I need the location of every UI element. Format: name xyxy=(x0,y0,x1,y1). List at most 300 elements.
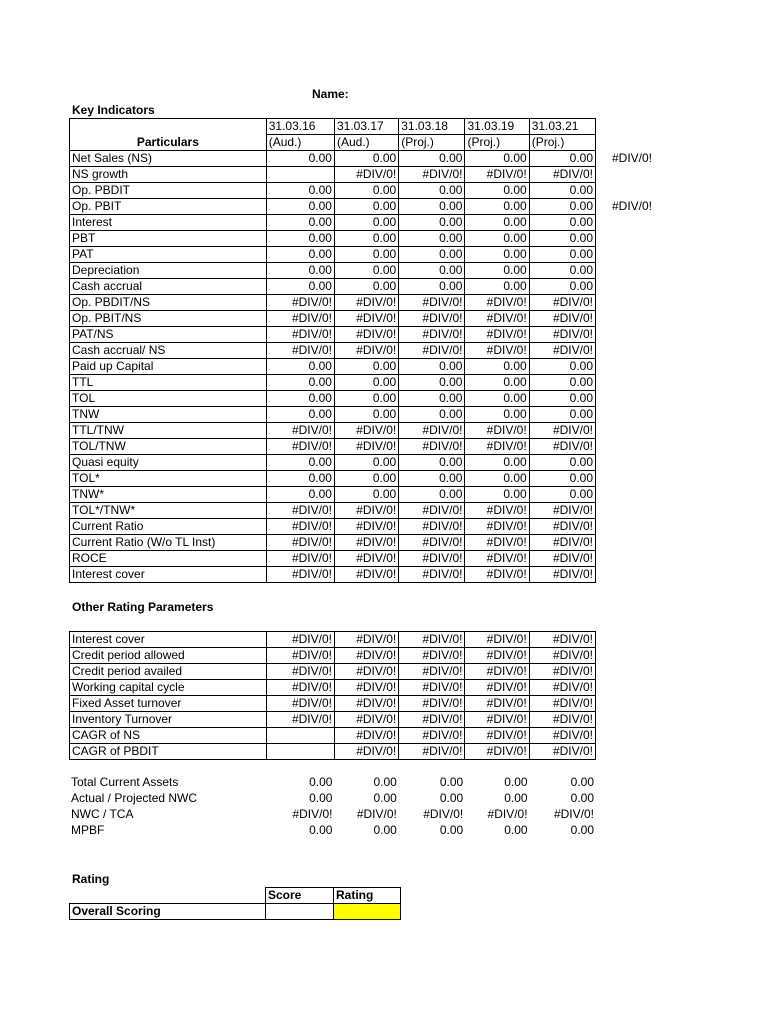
parameter-value[interactable]: #DIV/0! xyxy=(465,728,529,744)
total-value[interactable]: 0.00 xyxy=(504,775,528,789)
indicator-value[interactable]: 0.00 xyxy=(334,263,398,279)
total-value[interactable]: 0.00 xyxy=(439,823,464,837)
indicator-label: Op. PBIT xyxy=(70,199,267,215)
indicator-value[interactable]: #DIV/0! xyxy=(465,311,529,327)
total-label: Actual / Projected NWC xyxy=(71,791,198,805)
parameter-value[interactable]: #DIV/0! xyxy=(266,648,334,664)
indicator-value[interactable]: 0.00 xyxy=(465,471,529,487)
indicator-label: PBT xyxy=(70,231,267,247)
indicator-value[interactable]: #DIV/0! xyxy=(266,311,334,327)
indicator-label: Cash accrual xyxy=(70,279,267,295)
indicator-value[interactable]: 0.00 xyxy=(529,487,595,503)
total-label: NWC / TCA xyxy=(71,807,134,821)
indicator-value[interactable]: 0.00 xyxy=(334,487,398,503)
indicator-value[interactable]: #DIV/0! xyxy=(334,343,398,359)
total-value[interactable]: #DIV/0! xyxy=(553,807,594,821)
total-value[interactable]: 0.00 xyxy=(570,791,594,805)
parameter-value[interactable]: #DIV/0! xyxy=(529,728,595,744)
parameter-value[interactable]: #DIV/0! xyxy=(334,696,398,712)
indicator-value[interactable]: 0.00 xyxy=(399,359,465,375)
indicator-label: Paid up Capital xyxy=(70,359,267,375)
indicator-row xyxy=(70,503,596,519)
indicator-value[interactable]: #DIV/0! xyxy=(465,295,529,311)
parameter-label: CAGR of NS xyxy=(70,728,267,744)
indicator-label: ROCE xyxy=(70,551,267,567)
indicator-value[interactable]: #DIV/0! xyxy=(334,295,398,311)
indicator-value[interactable]: #DIV/0! xyxy=(334,167,398,183)
parameter-label: Working capital cycle xyxy=(70,680,267,696)
parameter-value[interactable] xyxy=(266,744,334,760)
indicator-value[interactable]: 0.00 xyxy=(399,487,465,503)
indicator-value[interactable]: #DIV/0! xyxy=(399,423,465,439)
key-indicators-title: Key Indicators xyxy=(72,103,155,117)
period-date-row xyxy=(70,119,596,135)
particulars-blank-cell xyxy=(70,119,267,135)
rating-title: Rating xyxy=(72,872,110,886)
indicator-value[interactable]: 0.00 xyxy=(334,183,398,199)
indicator-value[interactable]: 0.00 xyxy=(529,279,595,295)
key-indicators-table xyxy=(69,118,596,583)
indicator-label: TNW xyxy=(70,407,267,423)
rating-table xyxy=(69,887,401,920)
indicator-row xyxy=(70,279,596,295)
particulars-header: Particulars xyxy=(70,135,267,151)
total-value[interactable]: #DIV/0! xyxy=(356,807,397,821)
indicator-value[interactable]: #DIV/0! xyxy=(334,535,398,551)
indicator-value[interactable]: 0.00 xyxy=(529,247,595,263)
indicator-row xyxy=(70,183,596,199)
indicator-value[interactable]: #DIV/0! xyxy=(529,567,595,583)
parameter-value[interactable]: #DIV/0! xyxy=(399,648,465,664)
indicator-value[interactable]: 0.00 xyxy=(266,471,334,487)
total-row xyxy=(69,790,596,806)
indicator-value[interactable]: 0.00 xyxy=(399,199,465,215)
indicator-value[interactable]: 0.00 xyxy=(399,455,465,471)
parameter-row xyxy=(70,680,596,696)
indicator-value[interactable]: 0.00 xyxy=(266,231,334,247)
period-date-header: 31.03.19 xyxy=(465,119,529,135)
parameter-value[interactable]: #DIV/0! xyxy=(334,712,398,728)
indicator-label: Interest cover xyxy=(70,567,267,583)
totals-table xyxy=(69,774,596,838)
indicator-value[interactable]: #DIV/0! xyxy=(399,343,465,359)
indicator-value[interactable]: 0.00 xyxy=(334,471,398,487)
indicator-value[interactable]: 0.00 xyxy=(266,375,334,391)
indicator-value[interactable]: #DIV/0! xyxy=(399,503,465,519)
indicator-value[interactable]: 0.00 xyxy=(465,279,529,295)
period-date-header: 31.03.17 xyxy=(334,119,398,135)
indicator-label: NS growth xyxy=(70,167,267,183)
indicator-row xyxy=(70,535,596,551)
other-params-title: Other Rating Parameters xyxy=(72,600,214,614)
indicator-value[interactable]: #DIV/0! xyxy=(399,439,465,455)
indicator-value[interactable]: #DIV/0! xyxy=(399,519,465,535)
parameter-value[interactable]: #DIV/0! xyxy=(399,712,465,728)
parameter-value[interactable]: #DIV/0! xyxy=(334,744,398,760)
indicator-value[interactable]: #DIV/0! xyxy=(399,311,465,327)
indicator-row xyxy=(70,311,596,327)
indicator-value[interactable]: 0.00 xyxy=(334,199,398,215)
indicator-label: PAT xyxy=(70,247,267,263)
period-type-header: (Proj.) xyxy=(465,135,529,151)
parameter-value[interactable]: #DIV/0! xyxy=(399,664,465,680)
parameter-value[interactable]: #DIV/0! xyxy=(334,664,398,680)
indicator-row xyxy=(70,343,596,359)
indicator-value[interactable]: #DIV/0! xyxy=(465,167,529,183)
indicator-row xyxy=(70,551,596,567)
indicator-value[interactable]: 0.00 xyxy=(399,391,465,407)
indicator-label: Interest xyxy=(70,215,267,231)
parameter-value[interactable]: #DIV/0! xyxy=(266,680,334,696)
indicator-value[interactable]: 0.00 xyxy=(266,455,334,471)
indicator-row xyxy=(70,167,596,183)
parameter-value[interactable]: #DIV/0! xyxy=(529,664,595,680)
indicator-value[interactable]: 0.00 xyxy=(465,407,529,423)
indicator-row xyxy=(70,327,596,343)
indicator-value[interactable]: 0.00 xyxy=(399,231,465,247)
indicator-value[interactable]: 0.00 xyxy=(266,215,334,231)
indicator-row xyxy=(70,151,596,167)
indicator-value[interactable]: 0.00 xyxy=(266,279,334,295)
indicator-value[interactable]: 0.00 xyxy=(399,471,465,487)
indicator-value[interactable]: #DIV/0! xyxy=(334,551,398,567)
indicator-label: Op. PBDIT xyxy=(70,183,267,199)
indicator-label: TOL*/TNW* xyxy=(70,503,267,519)
indicator-value[interactable]: #DIV/0! xyxy=(399,295,465,311)
parameter-label: Fixed Asset turnover xyxy=(70,696,267,712)
indicator-value[interactable]: 0.00 xyxy=(334,359,398,375)
indicator-value[interactable]: #DIV/0! xyxy=(529,327,595,343)
indicator-row xyxy=(70,455,596,471)
indicator-value[interactable]: #DIV/0! xyxy=(334,311,398,327)
period-date-header: 31.03.21 xyxy=(529,119,595,135)
parameter-value[interactable]: #DIV/0! xyxy=(529,712,595,728)
indicator-value[interactable]: 0.00 xyxy=(334,151,398,167)
indicator-value[interactable]: #DIV/0! xyxy=(266,295,334,311)
indicator-value[interactable]: #DIV/0! xyxy=(529,295,595,311)
total-row xyxy=(69,774,596,790)
indicator-value[interactable]: 0.00 xyxy=(399,375,465,391)
total-value[interactable]: 0.00 xyxy=(309,823,333,837)
rating-header: Rating xyxy=(334,888,401,904)
indicator-row xyxy=(70,407,596,423)
indicator-value[interactable]: 0.00 xyxy=(399,151,465,167)
indicator-value[interactable]: 0.00 xyxy=(266,391,334,407)
rating-blank-cell xyxy=(70,888,266,904)
total-value[interactable]: #DIV/0! xyxy=(487,807,528,821)
total-value[interactable]: 0.00 xyxy=(570,823,594,837)
total-value[interactable]: 0.00 xyxy=(373,775,397,789)
total-value[interactable]: #DIV/0! xyxy=(292,807,333,821)
indicator-value[interactable]: #DIV/0! xyxy=(266,423,334,439)
indicator-value[interactable]: #DIV/0! xyxy=(465,423,529,439)
indicator-row xyxy=(70,567,596,583)
indicator-row xyxy=(70,487,596,503)
parameter-row xyxy=(70,712,596,728)
indicator-value[interactable]: #DIV/0! xyxy=(465,519,529,535)
parameter-value[interactable]: #DIV/0! xyxy=(399,696,465,712)
indicator-value[interactable]: 0.00 xyxy=(399,215,465,231)
parameter-value[interactable]: #DIV/0! xyxy=(334,680,398,696)
total-row xyxy=(69,806,596,822)
indicator-value[interactable]: #DIV/0! xyxy=(399,551,465,567)
indicator-value[interactable]: #DIV/0! xyxy=(529,535,595,551)
parameter-row xyxy=(70,728,596,744)
indicator-value[interactable]: #DIV/0! xyxy=(399,327,465,343)
indicator-value[interactable] xyxy=(266,167,334,183)
parameter-value[interactable]: #DIV/0! xyxy=(465,712,529,728)
indicator-value[interactable]: 0.00 xyxy=(266,183,334,199)
parameter-label: Interest cover xyxy=(70,632,267,648)
parameter-value[interactable]: #DIV/0! xyxy=(465,680,529,696)
indicator-value[interactable]: 0.00 xyxy=(465,183,529,199)
indicator-value[interactable]: 0.00 xyxy=(529,231,595,247)
indicator-value[interactable]: #DIV/0! xyxy=(334,567,398,583)
indicator-label: Op. PBIT/NS xyxy=(70,311,267,327)
indicator-label: PAT/NS xyxy=(70,327,267,343)
parameter-row xyxy=(70,744,596,760)
indicator-label: Depreciation xyxy=(70,263,267,279)
indicator-value[interactable]: #DIV/0! xyxy=(334,519,398,535)
indicator-value[interactable]: 0.00 xyxy=(334,391,398,407)
indicator-value[interactable]: 0.00 xyxy=(529,407,595,423)
overall-scoring-row xyxy=(70,904,401,920)
other-params-table xyxy=(69,631,596,760)
rating-header-row xyxy=(70,888,401,904)
indicator-value[interactable]: 0.00 xyxy=(399,183,465,199)
indicator-row xyxy=(70,359,596,375)
indicator-value[interactable]: #DIV/0! xyxy=(465,439,529,455)
indicator-row xyxy=(70,423,596,439)
indicator-value[interactable]: 0.00 xyxy=(399,279,465,295)
indicator-label: Current Ratio xyxy=(70,519,267,535)
parameter-row xyxy=(70,696,596,712)
indicator-row xyxy=(70,439,596,455)
parameter-value[interactable]: #DIV/0! xyxy=(266,664,334,680)
parameter-value[interactable]: #DIV/0! xyxy=(334,648,398,664)
indicator-value[interactable]: #DIV/0! xyxy=(266,327,334,343)
period-type-row xyxy=(70,135,596,151)
indicator-value[interactable]: #DIV/0! xyxy=(266,551,334,567)
indicator-label: TNW* xyxy=(70,487,267,503)
indicator-value[interactable]: #DIV/0! xyxy=(529,439,595,455)
total-label: MPBF xyxy=(71,823,105,837)
indicator-value[interactable]: #DIV/0! xyxy=(465,503,529,519)
indicator-label: TOL xyxy=(70,391,267,407)
indicator-value[interactable]: 0.00 xyxy=(465,263,529,279)
parameter-row xyxy=(70,664,596,680)
indicator-value[interactable]: 0.00 xyxy=(334,231,398,247)
parameter-value[interactable]: #DIV/0! xyxy=(529,680,595,696)
rating-value-cell[interactable] xyxy=(334,904,401,920)
indicator-row xyxy=(70,231,596,247)
indicator-value[interactable]: 0.00 xyxy=(529,215,595,231)
parameter-row xyxy=(70,632,596,648)
indicator-value[interactable]: 0.00 xyxy=(399,263,465,279)
indicator-value[interactable]: #DIV/0! xyxy=(465,551,529,567)
indicator-value[interactable]: 0.00 xyxy=(399,247,465,263)
overall-scoring-label: Overall Scoring xyxy=(70,904,266,920)
indicator-value[interactable]: 0.00 xyxy=(465,215,529,231)
indicator-value[interactable]: 0.00 xyxy=(334,407,398,423)
parameter-value[interactable]: #DIV/0! xyxy=(399,728,465,744)
indicator-row xyxy=(70,247,596,263)
indicator-value[interactable]: 0.00 xyxy=(465,375,529,391)
parameter-value[interactable]: #DIV/0! xyxy=(465,632,529,648)
period-date-header: 31.03.18 xyxy=(399,119,465,135)
indicator-value[interactable]: 0.00 xyxy=(266,487,334,503)
indicator-value[interactable]: #DIV/0! xyxy=(529,551,595,567)
total-value[interactable]: 0.00 xyxy=(373,823,397,837)
total-value[interactable]: #DIV/0! xyxy=(423,807,464,821)
indicator-value[interactable]: #DIV/0! xyxy=(529,423,595,439)
indicator-value[interactable]: #DIV/0! xyxy=(529,311,595,327)
period-type-header: (Aud.) xyxy=(334,135,398,151)
indicator-value[interactable]: 0.00 xyxy=(266,407,334,423)
parameter-value[interactable]: #DIV/0! xyxy=(334,728,398,744)
total-row xyxy=(69,822,596,838)
indicator-value[interactable]: #DIV/0! xyxy=(399,167,465,183)
parameter-value[interactable]: #DIV/0! xyxy=(529,696,595,712)
indicator-value[interactable]: #DIV/0! xyxy=(529,343,595,359)
total-value[interactable]: 0.00 xyxy=(439,791,464,805)
indicator-value[interactable]: #DIV/0! xyxy=(334,503,398,519)
indicator-value[interactable]: #DIV/0! xyxy=(266,535,334,551)
indicator-value[interactable]: 0.00 xyxy=(465,247,529,263)
indicator-extra-value: #DIV/0! xyxy=(612,199,653,213)
parameter-label: CAGR of PBDIT xyxy=(70,744,267,760)
score-header: Score xyxy=(266,888,334,904)
score-value-cell[interactable] xyxy=(266,904,334,920)
indicator-value[interactable]: 0.00 xyxy=(529,391,595,407)
indicator-value[interactable]: 0.00 xyxy=(266,263,334,279)
indicator-value[interactable]: 0.00 xyxy=(334,279,398,295)
indicator-value[interactable]: #DIV/0! xyxy=(399,567,465,583)
parameter-label: Credit period availed xyxy=(70,664,267,680)
indicator-value[interactable]: #DIV/0! xyxy=(266,519,334,535)
indicator-value[interactable]: #DIV/0! xyxy=(266,567,334,583)
indicator-row xyxy=(70,375,596,391)
indicator-value[interactable]: 0.00 xyxy=(399,407,465,423)
parameter-value[interactable]: #DIV/0! xyxy=(529,744,595,760)
indicator-label: TOL/TNW xyxy=(70,439,267,455)
indicator-value[interactable]: #DIV/0! xyxy=(266,343,334,359)
parameter-value[interactable]: #DIV/0! xyxy=(266,712,334,728)
parameter-value[interactable]: #DIV/0! xyxy=(399,680,465,696)
total-value[interactable]: 0.00 xyxy=(570,775,594,789)
total-value[interactable]: 0.00 xyxy=(373,791,397,805)
total-value[interactable]: 0.00 xyxy=(439,775,464,789)
parameter-label: Credit period allowed xyxy=(70,648,267,664)
total-value[interactable]: 0.00 xyxy=(309,791,333,805)
indicator-row xyxy=(70,391,596,407)
indicator-value[interactable]: 0.00 xyxy=(465,487,529,503)
indicator-value[interactable]: 0.00 xyxy=(266,199,334,215)
indicator-label: TOL* xyxy=(70,471,267,487)
indicator-value[interactable]: 0.00 xyxy=(529,359,595,375)
indicator-row xyxy=(70,215,596,231)
indicator-value[interactable]: 0.00 xyxy=(465,199,529,215)
indicator-row xyxy=(70,519,596,535)
indicator-row xyxy=(70,199,596,215)
period-date-header: 31.03.16 xyxy=(266,119,334,135)
total-label: Total Current Assets xyxy=(71,775,179,789)
name-label: Name: xyxy=(312,87,349,101)
indicator-value[interactable]: 0.00 xyxy=(266,247,334,263)
parameter-value[interactable]: #DIV/0! xyxy=(465,648,529,664)
indicator-value[interactable]: 0.00 xyxy=(334,215,398,231)
indicator-label: Quasi equity xyxy=(70,455,267,471)
indicator-value[interactable]: 0.00 xyxy=(465,359,529,375)
parameter-value[interactable]: #DIV/0! xyxy=(529,632,595,648)
indicator-value[interactable]: 0.00 xyxy=(529,375,595,391)
indicator-value[interactable]: #DIV/0! xyxy=(334,423,398,439)
indicator-value[interactable]: 0.00 xyxy=(334,247,398,263)
indicator-value[interactable]: #DIV/0! xyxy=(399,535,465,551)
indicator-label: Net Sales (NS) xyxy=(70,151,267,167)
indicator-value[interactable]: #DIV/0! xyxy=(266,439,334,455)
period-type-header: (Aud.) xyxy=(266,135,334,151)
indicator-value[interactable]: 0.00 xyxy=(465,391,529,407)
indicator-value[interactable]: 0.00 xyxy=(465,151,529,167)
indicator-value[interactable]: #DIV/0! xyxy=(334,327,398,343)
indicator-value[interactable]: #DIV/0! xyxy=(266,503,334,519)
period-type-header: (Proj.) xyxy=(399,135,465,151)
indicator-value[interactable]: #DIV/0! xyxy=(529,503,595,519)
indicator-value[interactable]: #DIV/0! xyxy=(465,535,529,551)
parameter-value[interactable]: #DIV/0! xyxy=(465,664,529,680)
parameter-value[interactable]: #DIV/0! xyxy=(266,632,334,648)
period-type-header: (Proj.) xyxy=(529,135,595,151)
indicator-label: TTL/TNW xyxy=(70,423,267,439)
indicator-value[interactable]: #DIV/0! xyxy=(529,167,595,183)
indicator-value[interactable]: 0.00 xyxy=(529,471,595,487)
parameter-value[interactable]: #DIV/0! xyxy=(465,696,529,712)
total-value[interactable]: 0.00 xyxy=(504,823,528,837)
indicator-row xyxy=(70,263,596,279)
parameter-value[interactable]: #DIV/0! xyxy=(465,744,529,760)
indicator-value[interactable]: 0.00 xyxy=(266,151,334,167)
parameter-row xyxy=(70,648,596,664)
indicator-value[interactable]: #DIV/0! xyxy=(465,327,529,343)
indicator-value[interactable]: 0.00 xyxy=(266,359,334,375)
parameter-value[interactable]: #DIV/0! xyxy=(399,744,465,760)
indicator-value[interactable]: #DIV/0! xyxy=(465,343,529,359)
indicator-value[interactable]: 0.00 xyxy=(529,151,595,167)
indicator-value[interactable]: 0.00 xyxy=(529,183,595,199)
indicator-value[interactable]: 0.00 xyxy=(529,263,595,279)
parameter-value[interactable]: #DIV/0! xyxy=(399,632,465,648)
parameter-value[interactable]: #DIV/0! xyxy=(266,696,334,712)
parameter-value[interactable]: #DIV/0! xyxy=(529,648,595,664)
indicator-value[interactable]: #DIV/0! xyxy=(465,567,529,583)
indicator-value[interactable]: #DIV/0! xyxy=(334,439,398,455)
total-value[interactable]: 0.00 xyxy=(309,775,333,789)
indicator-value[interactable]: 0.00 xyxy=(334,455,398,471)
parameter-value[interactable] xyxy=(266,728,334,744)
parameter-value[interactable]: #DIV/0! xyxy=(334,632,398,648)
indicator-label: Cash accrual/ NS xyxy=(70,343,267,359)
indicator-value[interactable]: 0.00 xyxy=(529,199,595,215)
indicator-label: Op. PBDIT/NS xyxy=(70,295,267,311)
indicator-value[interactable]: 0.00 xyxy=(334,375,398,391)
indicator-value[interactable]: #DIV/0! xyxy=(529,519,595,535)
total-value[interactable]: 0.00 xyxy=(504,791,528,805)
indicator-value[interactable]: 0.00 xyxy=(465,455,529,471)
indicator-label: TTL xyxy=(70,375,267,391)
indicator-value[interactable]: 0.00 xyxy=(529,455,595,471)
indicator-value[interactable]: 0.00 xyxy=(465,231,529,247)
